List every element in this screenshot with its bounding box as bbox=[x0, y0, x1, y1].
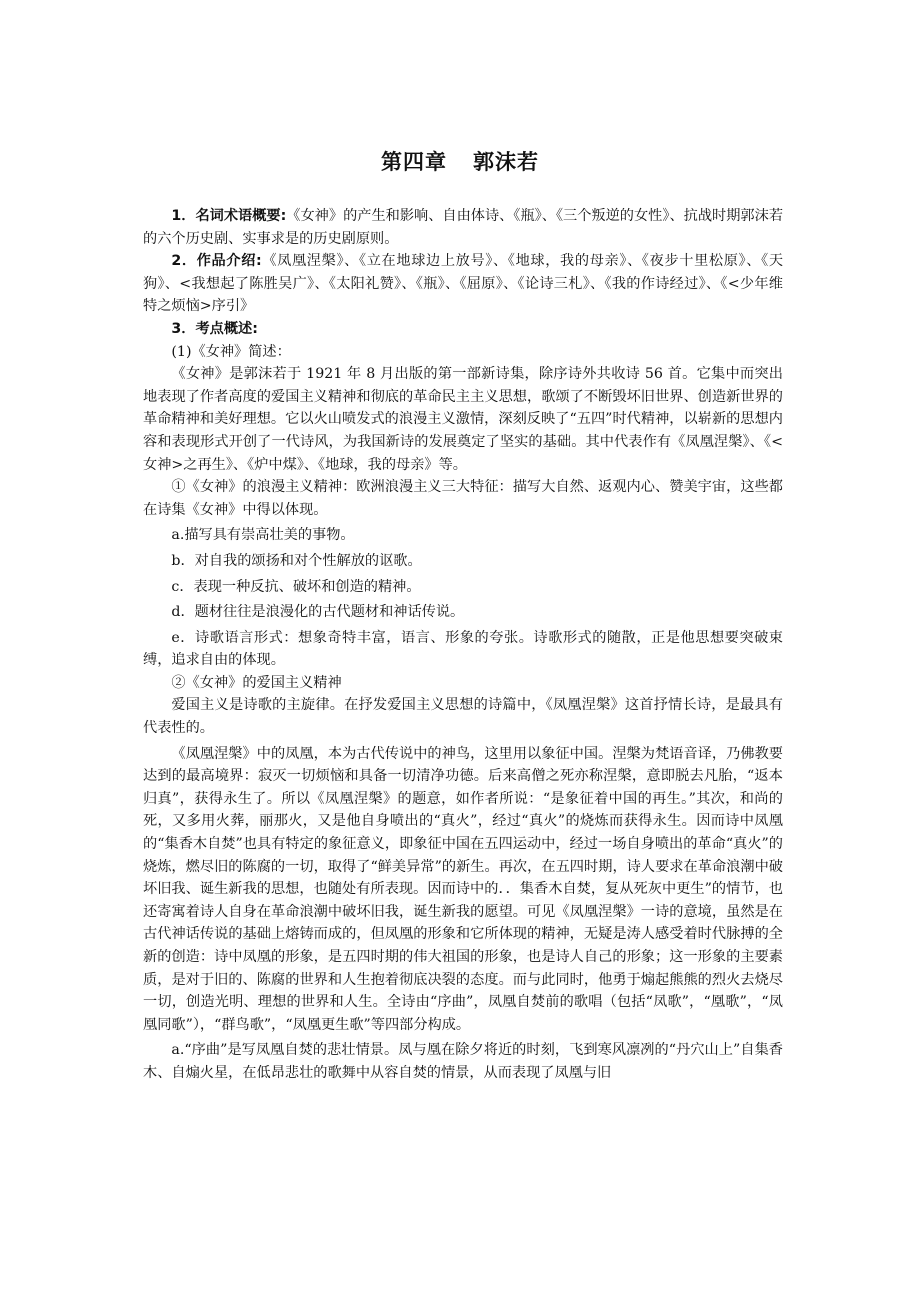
paragraph-works bbox=[143, 250, 783, 318]
paragraph-patriotism: 爱国主义是诗歌的主旋律。在抒发爱国主义思想的诗篇中，《凤凰涅槃》这首抒情长诗，是最具有代表性的。 bbox=[143, 697, 783, 737]
section-label-works: 2．作品介绍: bbox=[171, 253, 262, 270]
paragraph-keypoints bbox=[143, 318, 783, 341]
list-item-c: c．表现一种反抗、破坏和创造的精神。 bbox=[171, 578, 421, 595]
section-text-terms: 《女神》的产生和影响、自由体诗、《瓶》、《三个叛逆的女性》、抗战时期郭沫若的六个历史剧、实事求是的历史剧原则。 bbox=[143, 208, 784, 247]
section-label-keypoints: 3．考点概述: bbox=[171, 320, 258, 337]
list-item-b: b．对自我的颂扬和对个性解放的讴歌。 bbox=[171, 552, 422, 569]
list-item-a: a.描写具有崇高壮美的事物。 bbox=[171, 527, 355, 544]
paragraph-romanticism: ①《女神》的浪漫主义精神：欧洲浪漫主义三大特征：描写大自然、返观内心、赞美宇宙，这些都在诗集《女神》中得以体现。 bbox=[143, 479, 783, 518]
chapter-number: 第四章 bbox=[381, 150, 447, 174]
paragraph-fenghuang: 《凤凰涅槃》中的凤凰，本为古代传说中的神鸟，这里用以象征中国。涅槃为梵语音译，乃佛教要达到的最高境界：寂灭一切烦恼和具备一切清净功德。后来高僧之死亦称涅槃，意即脱去凡胎，“返本归真”，获得永生了。所以《凤凰涅槃》的题意，如作者所说：“是象征着中国的再生。”其次，和尚的死，又多用火葬，丽那火，又是他自身喷出的“真火”，经过“真火”的烧炼而获得永生。因而诗中凤凰的“集香木自焚”也具有特定的象征意义，即象征中国在五四运动中，经过一场自身喷出的革命“真火”的烧炼，燃尽旧的陈腐的一切，取得了“鲜美异常”的新生。再次，在五四时期，诗人要求在革命浪潮中破坏旧我、诞生新我的思想，也随处有所表现。因而诗中的．．集香木自焚，复从死灰中更生”的情节，也还寄寓着诗人自身在革命浪潮中破坏旧我，诞生新我的愿望。可见《凤凰涅槃》一诗的意境，虽然是在古代神话传说的基础上熔铸而成的，但凤凰的形象和它所体现的精神，无疑是涛人感受着时代脉搏的全新的创造：诗中凤凰的形象，是五四时期的伟大祖国的形象，也是诗人自己的形象；这一形象的主要素质，是对于旧的、陈腐的世界和人生抱着彻底决裂的态度。而与此同时，他勇于煽起熊熊的烈火去烧尽一切，创造光明、理想的世界和人生。全诗由“序曲”，凤凰自焚前的歌唱（包括“凤歌”，“凰歌”，“凤凰同歌”），“群鸟歌”，“凤凰更生歌”等四部分构成。 bbox=[143, 745, 783, 1033]
paragraph-prelude: a.“序曲”是写凤凰自焚的悲壮情景。凤与凰在除夕将近的时刻，飞到寒风凛冽的“丹穴山上”自集香木、自煽火星，在低昂悲壮的歌舞中从容自焚的情景，从而表现了凤凰与旧 bbox=[143, 1042, 783, 1081]
paragraph-terms bbox=[143, 205, 783, 250]
subheading-patriotism: ②《女神》的爱国主义精神 bbox=[171, 674, 342, 691]
list-item-d: d．题材往往是浪漫化的古代题材和神话传说。 bbox=[171, 604, 465, 621]
section-text-works: 《凤凰涅槃》、《立在地球边上放号》、《地球，我的母亲》、《夜步十里松原》、《天狗》、<我想起了陈胜吴广》、《太阳礼赞》、《瓶》、《屈原》、《论诗三札》、《我的作诗经过》、《<少年维特之烦恼>序引》 bbox=[143, 253, 784, 315]
chapter-author: 郭沫若 bbox=[473, 150, 539, 174]
section-label-terms: 1．名词术语概要: bbox=[171, 208, 287, 224]
subheading-nvshen: (1)《女神》简述： bbox=[171, 343, 291, 360]
document-body bbox=[143, 205, 783, 1085]
paragraph-nvshen-summary: 《女神》是郭沫若于 1921 年 8 月出版的第一部新诗集，除序诗外共收诗 56 首。它集中而突出地表现了作者高度的爱国主义精神和彻底的革命民主主义思想，歌颂了不断毁坏旧世界、创造新世界的革命精神和美好理想。它以火山喷发式的浪漫主义激情，深刻反映了“五四”时代精神，以崭新的思想内容和表现形式开创了一代诗风，为我国新诗的发展奠定了坚实的基础。其中代表作有《凤凰涅槃》、《<女神>之再生》、《炉中煤》、《地球，我的母亲》等。 bbox=[143, 366, 783, 473]
list-item-e: e．诗歌语言形式：想象奇特丰富，语言、形象的夸张。诗歌形式的随散，正是他思想要突破束缚，追求自由的体现。 bbox=[143, 629, 783, 669]
chapter-title bbox=[0, 146, 920, 176]
